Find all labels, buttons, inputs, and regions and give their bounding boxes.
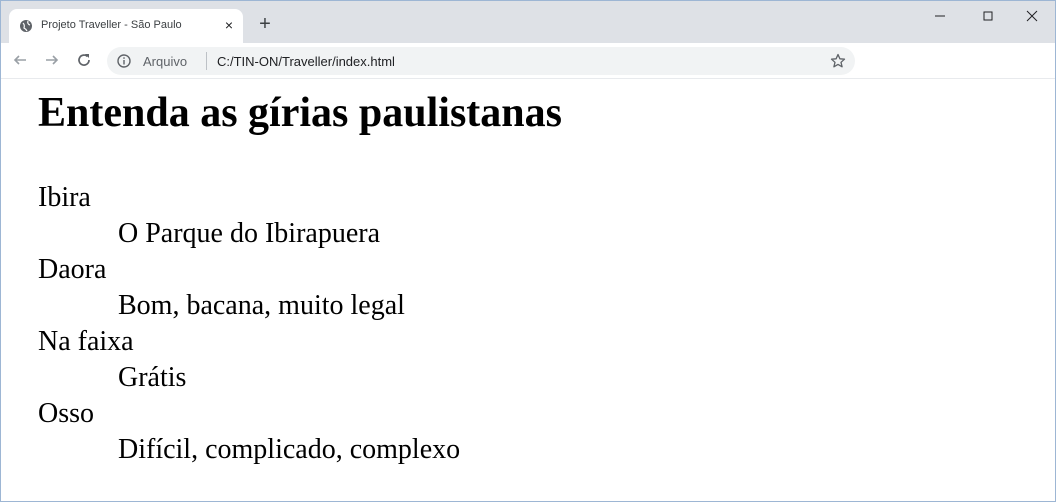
address-scheme-label: Arquivo	[143, 54, 188, 69]
forward-arrow-icon[interactable]	[43, 51, 61, 69]
definition: Grátis	[118, 362, 187, 393]
plus-icon[interactable]: +	[259, 13, 271, 35]
page-title: Entenda as gírias paulistanas	[38, 90, 562, 136]
definition: O Parque do Ibirapuera	[118, 218, 381, 249]
address-separator	[206, 52, 207, 70]
address-url[interactable]: C:/TIN-ON/Traveller/index.html	[217, 54, 395, 69]
window-close-icon[interactable]	[1011, 5, 1053, 27]
close-icon[interactable]: ×	[224, 17, 234, 33]
reload-icon[interactable]	[75, 51, 93, 69]
minimize-icon[interactable]	[919, 5, 961, 27]
address-bar[interactable]	[107, 47, 855, 75]
browser-tab[interactable]	[9, 9, 243, 43]
slang-definition-list	[38, 180, 460, 468]
page-content	[1, 80, 1055, 503]
tab-title: Projeto Traveller - São Paulo	[41, 19, 182, 31]
maximize-icon[interactable]	[967, 5, 1009, 27]
term: Ibira	[38, 182, 91, 213]
tab-strip	[1, 1, 1055, 43]
globe-icon	[19, 19, 33, 33]
info-icon[interactable]	[117, 54, 131, 68]
star-icon[interactable]	[830, 53, 846, 69]
term: Daora	[38, 254, 107, 285]
back-arrow-icon[interactable]	[11, 51, 29, 69]
definition: Difícil, complicado, complexo	[118, 434, 461, 465]
term: Osso	[38, 398, 95, 429]
definition: Bom, bacana, muito legal	[118, 290, 405, 321]
term: Na faixa	[38, 326, 134, 357]
browser-toolbar	[1, 43, 1055, 79]
